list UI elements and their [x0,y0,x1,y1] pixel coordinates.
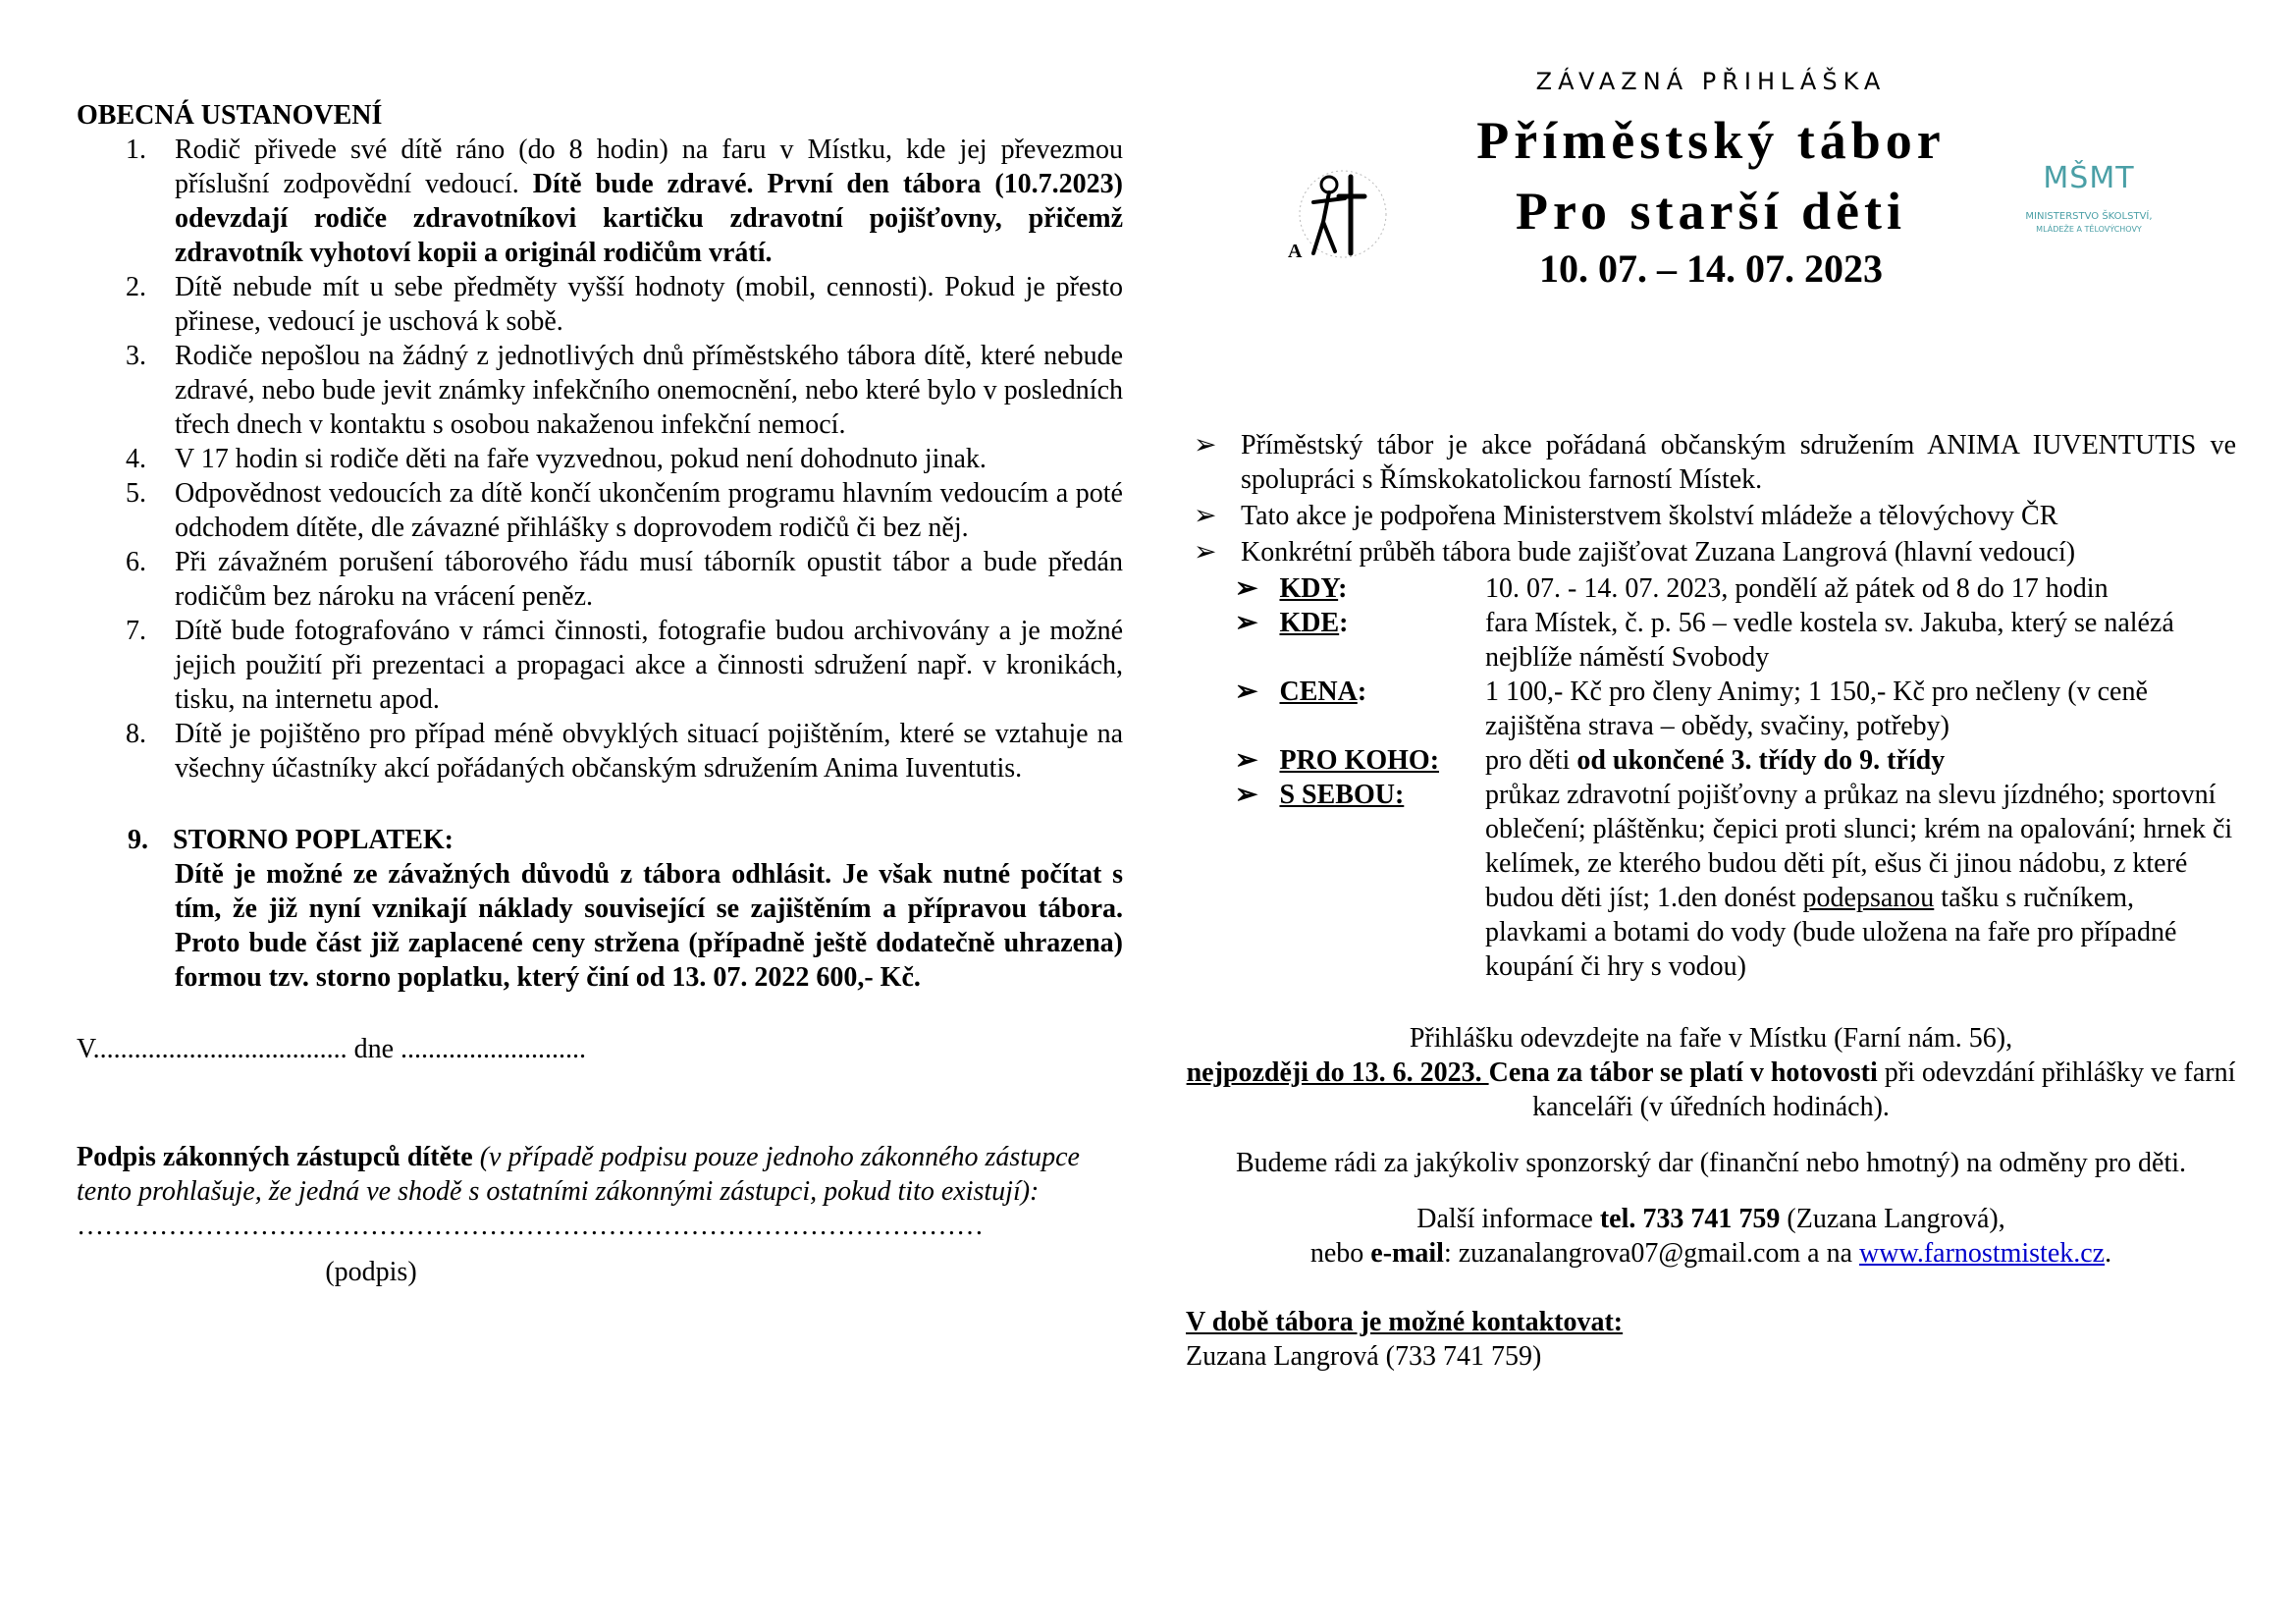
rule-text: Dítě bude zdravé. První den tábora (10.7.2023) odevzdají rodiče zdravotníkovi kartičku zdravotní pojišťovny, přičemž zdravotník vyhotoví kopii a originál rodičům vrátí. [175,169,1123,268]
rules-column [77,98,1123,1289]
s-sebou-label: S SEBOU: [1279,780,1405,810]
detail-s-sebou [1186,778,2236,984]
s-sebou-text-b: tašku s ručníkem, plavkami a botami do vody (bude uložena na faře pro případné koupání či hry s vodou) [1485,883,2177,982]
rule-item [77,442,1123,476]
info-bullets [1186,428,2236,984]
phone-number: tel. 733 741 759 [1599,1204,1781,1234]
signature-hint: (v případě podpisu pouze jednoho zákonného zástupce tento prohlašuje, že jedná ve shodě s ostatními zákonnými zástupci, pokud tito existují): [77,1142,1080,1207]
bullet-item [1186,499,2236,533]
storno-number: 9. [128,825,148,855]
msmt-logo-line1: MINISTERSTVO ŠKOLSTVÍ, [2025,211,2153,222]
header [1186,65,2236,359]
rule-text: V 17 hodin si rodiče děti na faře vyzvednou, pokud není dohodnuto jinak. [175,444,987,474]
pro-koho-text: pro děti [1485,745,1577,776]
detail-cena: ➢ CENA: 1 100,- Kč pro členy Animy; 1 150,- Kč pro nečleny (v ceně zajištěna strava – obědy, svačiny, potřeby) [1235,677,2148,741]
kde-label: KDE [1279,608,1340,638]
cena-value: 1 100,- Kč pro členy Animy; 1 150,- Kč pro nečleny (v ceně zajištěna strava – obědy, svačiny, potřeby) [1485,677,2148,741]
payment-cash: Cena za tábor se platí v hotovosti [1488,1057,1878,1088]
rules-list [77,133,1123,785]
msmt-logo-letters: MŠMT [2043,161,2135,195]
rule-item [77,614,1123,717]
rule-number: 2. [126,272,146,302]
rule-number: 8. [126,719,146,749]
email-label: e-mail [1370,1238,1444,1269]
submission-note [1186,1021,2236,1124]
rule-number: 7. [126,616,146,646]
contact-email-line: nebo e-mail: zuzanalangrova07@gmail.com a na www.farnostmistek.cz. [1309,1238,2112,1269]
cena-label: CENA [1279,677,1358,707]
camp-contact [1186,1305,2236,1374]
anima-iuventutis-logo [1284,163,1402,271]
s-sebou-text-a: průkaz zdravotní pojišťovny a průkaz na slevu jízdného; sportovní oblečení; pláštěnku; čepici proti slunci; krém na opalování; hrnek či kelímek, ze kterého budou děti pít, ešus či jinou nádobu, z které budou děti jíst; 1.den donést [1485,780,2233,913]
arrow-bullet-icon: ➢ [1194,501,1217,531]
storno-heading [77,823,1123,857]
s-sebou-underlined: podepsanou [1802,883,1935,913]
arrow-bullet-icon: ➢ [1235,608,1258,638]
kicker-title: ZÁVAZNÁ PŘIHLÁŠKA [1535,68,1887,95]
rule-text: Rodiče nepošlou na žádný z jednotlivých dnů příměstského tábora dítě, které nebude zdravé, nebo bude jevit známky infekčního onemocnění, nebo které bylo v posledních třech dnech v kontaktu s osobou nakaženou infekční nemocí. [175,341,1123,440]
camp-contact-title: V době tábora je možné kontaktovat: [1186,1307,1624,1337]
email-address: : zuzanalangrova07@gmail.com a na [1443,1238,1859,1269]
rule-text: Odpovědnost vedoucích za dítě končí ukončením programu hlavním vedoucím a poté odchodem dítěte, dle závazné přihlášky s doprovodem rodičů či bez něj. [175,478,1123,543]
application-column [1186,59,2236,1374]
storno-text: Dítě je možné ze závažných důvodů z tábora odhlásit. Je však nutné počítat s tím, že již nyní vznikají náklady související se zajištěním a přípravou tábora. Proto bude část již zaplacené ceny stržena (případně ještě dodatečně uhrazena) formou tzv. storno poplatku, který činí od 13. 07. 2022 600,- Kč. [175,859,1123,993]
arrow-bullet-icon: ➢ [1194,537,1217,568]
submission-line1: Přihlášku odevzdejte na faře v Místku (Farní nám. 56), [1409,1023,2013,1054]
camp-contact-line: Zuzana Langrová (733 741 759) [1186,1341,1542,1372]
bullet-item [1186,428,2236,497]
storno-title: STORNO POPLATEK: [173,825,454,855]
deadline: nejpozději do 13. 6. 2023. [1186,1057,1489,1088]
rule-number: 3. [126,341,146,371]
rule-item [77,717,1123,785]
submission-rest: při odevzdání přihlášky ve farní kanceláři (v úředních hodinách). [1532,1057,2236,1122]
detail-kde: ➢ KDE: fara Místek, č. p. 56 – vedle kostela sv. Jakuba, který se nalézá nejblíže náměstí Svobody [1235,608,2174,673]
arrow-bullet-icon: ➢ [1235,780,1258,810]
bullet-text: Tato akce je podpořena Ministerstvem školství mládeže a tělovýchovy ČR [1241,501,2058,531]
signature-dots: ……………………………………………………………………………………… [77,1211,984,1241]
rule-number: 6. [126,547,146,577]
pro-koho-grades: od ukončené 3. třídy do 9. třídy [1576,745,1946,776]
kdy-label: KDY [1279,573,1339,604]
bullet-item [1186,535,2236,569]
rule-item [77,476,1123,545]
detail-kdy: ➢ KDY: 10. 07. - 14. 07. 2023, pondělí až pátek od 8 do 17 hodin [1235,573,2109,604]
arrow-bullet-icon: ➢ [1235,573,1258,604]
svg-text:A: A [1288,241,1303,262]
detail-pro-koho [1186,743,2236,778]
rules-heading: OBECNÁ USTANOVENÍ [77,100,383,131]
msmt-logo [2020,153,2158,271]
rule-text: Při závažném porušení táborového řádu musí táborník opustit tábor a bude předán rodičům bez nároku na vrácení peněz. [175,547,1123,612]
pro-koho-value [1485,745,1945,776]
rule-text: Dítě nebude mít u sebe předměty vyšší hodnoty (mobil, cennosti). Pokud je přesto přinese, vedoucí je uschová k sobě. [175,272,1123,337]
contact-info [1186,1202,2236,1271]
arrow-bullet-icon: ➢ [1235,677,1258,707]
signature-caption: (podpis) [325,1257,417,1287]
rule-number: 1. [126,135,146,165]
rule-text: Dítě je pojištěno pro případ méně obvyklých situací pojištěním, které se vztahuje na všechny účastníky akcí pořádaných občanským sdružením Anima Iuventutis. [175,719,1123,784]
rule-text: Rodič přivede své dítě ráno (do 8 hodin) na faru v Místku, kde jej převezmou příslušní zodpovědní vedoucí. [175,135,1123,199]
anima-logo-icon [1284,163,1402,271]
contact-phone-line: Další informace tel. 733 741 759 (Zuzana Langrová), [1416,1204,2005,1234]
signature-label: Podpis zákonných zástupců dítěte [77,1142,473,1172]
rule-number: 4. [126,444,146,474]
kdy-value: 10. 07. - 14. 07. 2023, pondělí až pátek od 8 do 17 hodin [1485,573,2109,604]
rule-text: Dítě bude fotografováno v rámci činnosti, fotografie budou archivovány a je možné jejich použití při prezentaci a propagaci akce a činnosti sdružení např. v kronikách, tisku, na internetu apod. [175,616,1123,715]
sub-title: Pro starší děti [1516,182,1906,241]
submission-line2 [1186,1056,2236,1124]
website-link[interactable]: www.farnostmistek.cz [1859,1238,2106,1269]
signature-note [77,1140,1123,1209]
place-date-line: V..................................... dne ........................... [77,1034,587,1064]
pro-koho-label: PRO KOHO: [1279,745,1440,776]
rule-number: 5. [126,478,146,509]
rule-item [77,133,1123,270]
bullet-text: Příměstský tábor je akce pořádaná občanským sdružením ANIMA IUVENTUTIS ve spolupráci s Římskokatolickou farností Místek. [1241,430,2236,495]
camp-date: 10. 07. – 14. 07. 2023 [1539,246,1883,291]
rule-item [77,270,1123,339]
sponsor-note: Budeme rádi za jakýkoliv sponzorský dar (finanční nebo hmotný) na odměny pro děti. [1235,1148,2187,1178]
s-sebou-value [1485,780,2232,982]
kde-value: fara Místek, č. p. 56 – vedle kostela sv. Jakuba, který se nalézá nejblíže náměstí Svobody [1485,608,2174,673]
main-title: Příměstský tábor [1476,111,1946,170]
rule-item [77,545,1123,614]
arrow-bullet-icon: ➢ [1194,430,1217,460]
arrow-bullet-icon: ➢ [1235,745,1258,776]
bullet-text: Konkrétní průběh tábora bude zajišťovat Zuzana Langrová (hlavní vedoucí) [1241,537,2076,568]
rule-item [77,339,1123,442]
msmt-logo-line2: MLÁDEŽE A TĚLOVÝCHOVY [2036,225,2142,234]
